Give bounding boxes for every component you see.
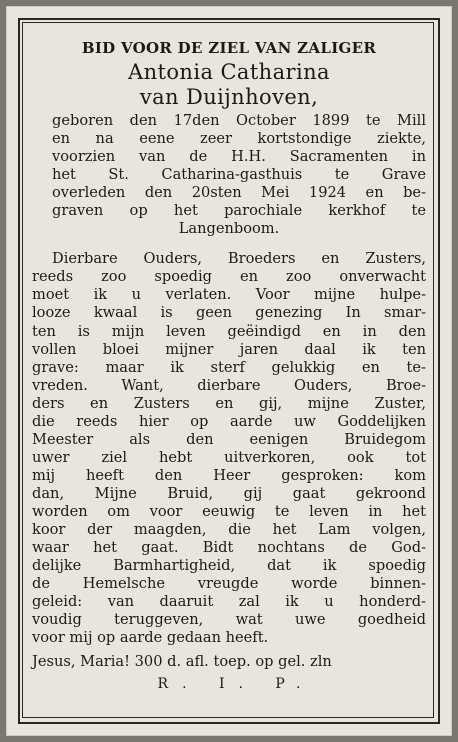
rip-line: R. I. P. (157, 676, 315, 693)
name-line: Antonia Catharina (128, 60, 330, 84)
biography (32, 112, 426, 238)
card-heading: BID VOOR DE ZIEL VAN ZALIGER (81, 39, 377, 57)
message-line: dan, Mijne Bruid, gij gaat gekroond (32, 484, 426, 502)
prayer-card (6, 6, 452, 736)
bio-line: het St. Catharina-gasthuis te Grave (52, 166, 426, 184)
message-line: Meester als den eenigen Bruidegom (32, 430, 426, 448)
message-line: delijke Barmhartigheid, dat ik spoedig (32, 557, 426, 575)
message-line: vollen bloei mijner jaren daal ik ten (32, 340, 426, 358)
message-line: grave: maar ik sterf gelukkig en te- (32, 358, 426, 376)
bio-line: geboren den 17den October 1899 te Mill (52, 112, 426, 129)
name-line: van Duijnhoven, (139, 85, 319, 109)
message-line: koor der maagden, die het Lam volgen, (32, 521, 426, 539)
message-line: de Hemelsche vreugde worde binnen- (32, 575, 426, 593)
message-line: looze kwaal is geen genezing In smar- (32, 304, 426, 322)
message-line: geleid: van daaruit zal ik u honderd- (32, 593, 426, 611)
card-content (32, 32, 426, 693)
indulgence-line: Jesus, Maria! 300 d. afl. toep. op gel. zln (32, 653, 332, 671)
message-line: voor mij op aarde gedaan heeft. (32, 629, 269, 647)
message-line: worden om voor eeuwig te leven in het (32, 502, 426, 520)
bio-line: voorzien van de H.H. Sacramenten in (52, 148, 426, 166)
message-line: waar het gaat. Bidt nochtans de God- (32, 539, 426, 557)
message-line: Dierbare Ouders, Broeders en Zusters, (52, 250, 426, 268)
bio-line: overleden den 20sten Mei 1924 en be- (52, 184, 426, 202)
bio-line: Langenboom. (178, 220, 280, 238)
bio-line: graven op het parochiale kerkhof te (52, 202, 426, 220)
message-line: uwer ziel hebt uitverkoren, ook tot (32, 448, 426, 466)
bio-line: en na eene zeer kortstondige ziekte, (52, 130, 426, 148)
message-line: voudig teruggeven, wat uwe goedheid (32, 611, 426, 629)
message-line: reeds zoo spoedig en zoo onverwacht (32, 268, 426, 286)
message-line: moet ik u verlaten. Voor mijne hulpe- (32, 286, 426, 304)
message-line: ders en Zusters en gij, mijne Zuster, (32, 394, 426, 412)
message-line: vreden. Want, dierbare Ouders, Broe- (32, 376, 426, 394)
farewell-message (32, 250, 426, 647)
message-line: ten is mijn leven geëindigd en in den (32, 322, 426, 340)
message-line: mij heeft den Heer gesproken: kom (32, 466, 426, 484)
deceased-name (32, 60, 426, 110)
message-line: die reeds hier op aarde uw Goddelijken (32, 412, 426, 430)
